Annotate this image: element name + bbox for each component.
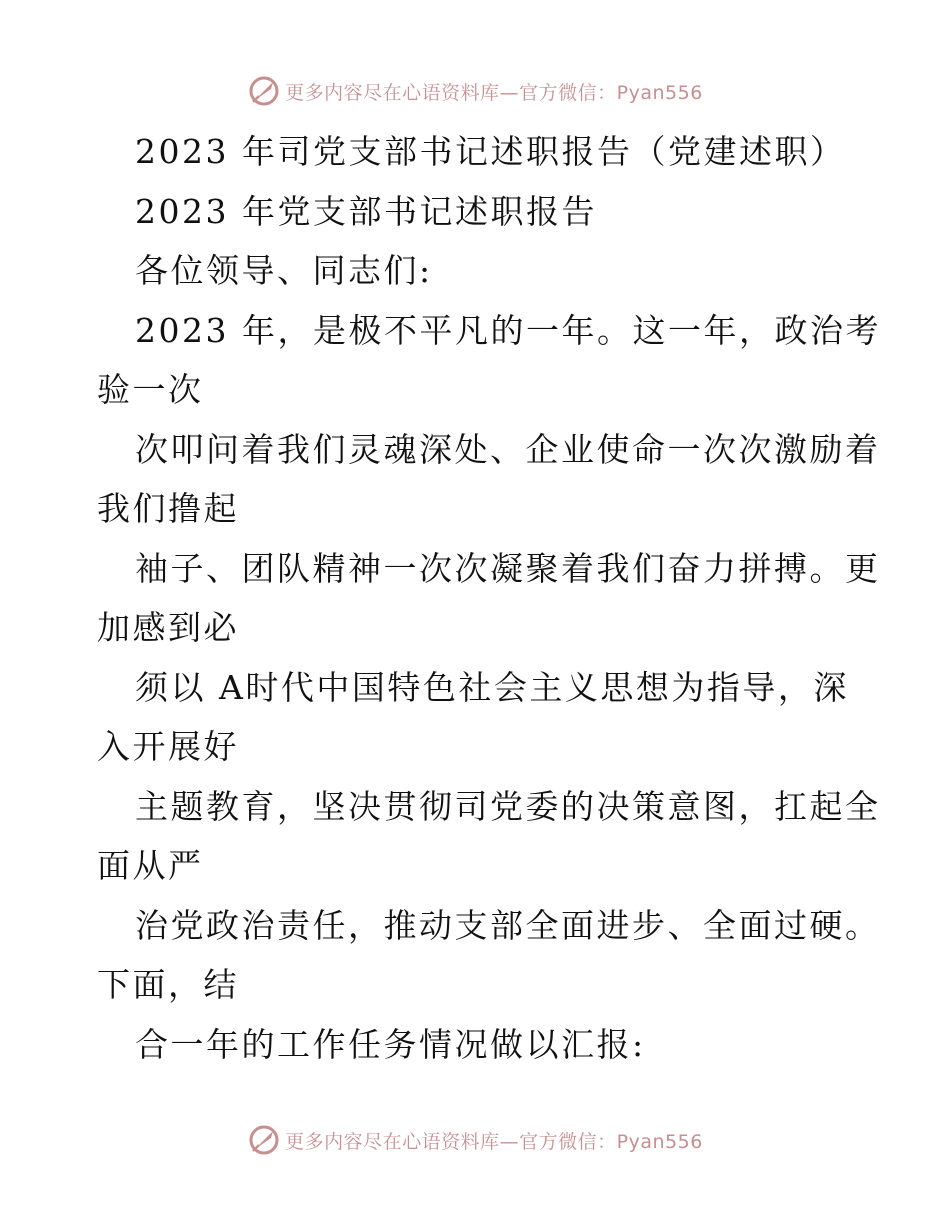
paragraph-line: 下面，结 (97, 965, 239, 1004)
paragraph-line: 主题教育，坚决贯彻司党委的决策意图，扛起全 (135, 786, 881, 826)
paragraph-line: 面从严 (97, 846, 204, 885)
watermark-text: 更多内容尽在心语资料库—官方微信：Pyan556 (285, 1130, 703, 1153)
quill-seal-icon (247, 74, 281, 108)
title-line: 2023 年司党支部书记述职报告（党建述职） (135, 132, 846, 171)
footer-watermark (0, 1120, 950, 1160)
paragraph-line: 治党政治责任，推动支部全面进步、全面过硬。 (135, 905, 881, 945)
paragraph-line: 袖子、团队精神一次次凝聚着我们奋力拼搏。更 (135, 548, 881, 588)
document-body (97, 122, 881, 1074)
paragraph-line: 须以 A时代中国特色社会主义思想为指导，深 (135, 667, 849, 707)
subtitle-line: 2023 年党支部书记述职报告 (135, 191, 597, 231)
watermark-text: 更多内容尽在心语资料库—官方微信：Pyan556 (285, 81, 703, 104)
paragraph-line: 次叩问着我们灵魂深处、企业使命一次次激励着 (135, 429, 881, 469)
paragraph-line: 2023 年，是极不平凡的一年。这一年，政治考 (135, 310, 881, 350)
paragraph-line: 我们撸起 (97, 489, 239, 528)
paragraph-line: 入开展好 (97, 727, 239, 766)
quill-seal-icon (247, 1123, 281, 1157)
header-watermark (0, 71, 950, 111)
paragraph-line: 验一次 (97, 370, 204, 409)
salutation-line: 各位领导、同志们: (135, 251, 433, 290)
paragraph-line: 加感到必 (97, 608, 239, 647)
paragraph-line: 合一年的工作任务情况做以汇报: (135, 1024, 646, 1064)
